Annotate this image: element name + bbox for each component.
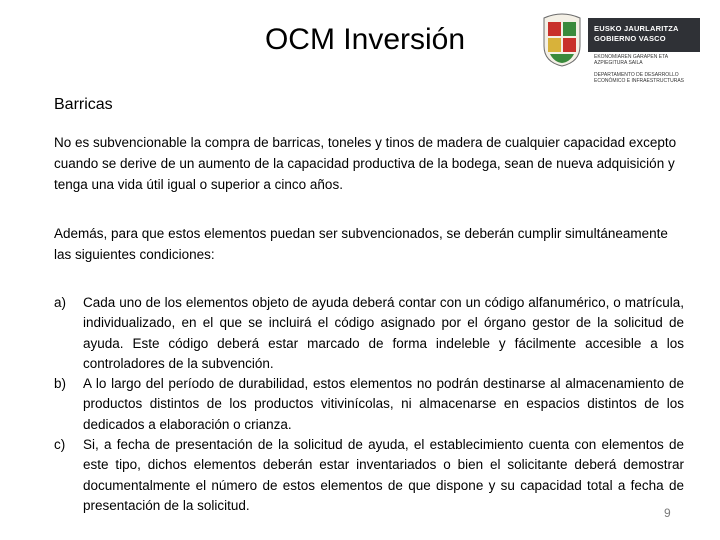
list-item [54, 374, 684, 435]
list-item-text: Cada uno de los elementos objeto de ayuda deberá contar con un código alfanumérico, o matrícula, individualizado, en el que se incluirá el código asignado por el órgano gestor de la solicitud de ayuda. Este código deberá estar marcado de forma indeleble y fácilmente accesible a los controladores de la subvención. [83, 295, 684, 371]
list-marker: a) [54, 295, 67, 310]
logo-line2: GOBIERNO VASCO [594, 34, 666, 43]
list-marker: b) [54, 376, 67, 392]
list-marker: c) [54, 437, 66, 453]
list-item [54, 293, 684, 374]
paragraph-2: Además, para que estos elementos puedan ser subvencionados, se deberán cumplir simultáneamente las siguientes condiciones: [54, 226, 668, 262]
logo-brand-box [588, 18, 700, 52]
page-number: 9 [664, 506, 671, 520]
logo-line1: EUSKO JAURLARITZA [594, 24, 679, 33]
section-title: Barricas [54, 96, 113, 113]
list-item-text: Si, a fecha de presentación de la solicitud de ayuda, el establecimiento cuenta con elementos de este tipo, dichos elementos deberán estar inventariados o bien el solicitante deberá demostrar documentalmente el número de estos elementos de que dispone y su capacidad total a fecha de presentación de la solicitud. [83, 437, 684, 513]
slide-title: OCM Inversión [264, 23, 466, 56]
list-item [54, 435, 684, 516]
logo-dept-basque: EKONOMIAREN GARAPEN ETA AZPIEGITURA SAILA [594, 54, 668, 66]
conditions-list [54, 293, 684, 516]
coat-of-arms-icon [540, 12, 584, 68]
list-item-text: A lo largo del período de durabilidad, estos elementos no podrán destinarse al almacenamiento de productos distintos de los productos vitivinícolas, ni almacenarse en espacios distintos de los dedicados a elaboración o crianza. [83, 376, 684, 432]
paragraph-1: No es subvencionable la compra de barricas, toneles y tinos de madera de cualquier capacidad excepto cuando se derive de un aumento de la capacidad productiva de la bodega, sean de nueva adquisición y tenga una vida útil igual o superior a cinco años. [54, 135, 677, 192]
logo-dept-spanish: DEPARTAMENTO DE DESARROLLO ECONÓMICO E INFRAESTRUCTURAS [594, 72, 685, 84]
gobierno-vasco-logo [540, 10, 700, 90]
